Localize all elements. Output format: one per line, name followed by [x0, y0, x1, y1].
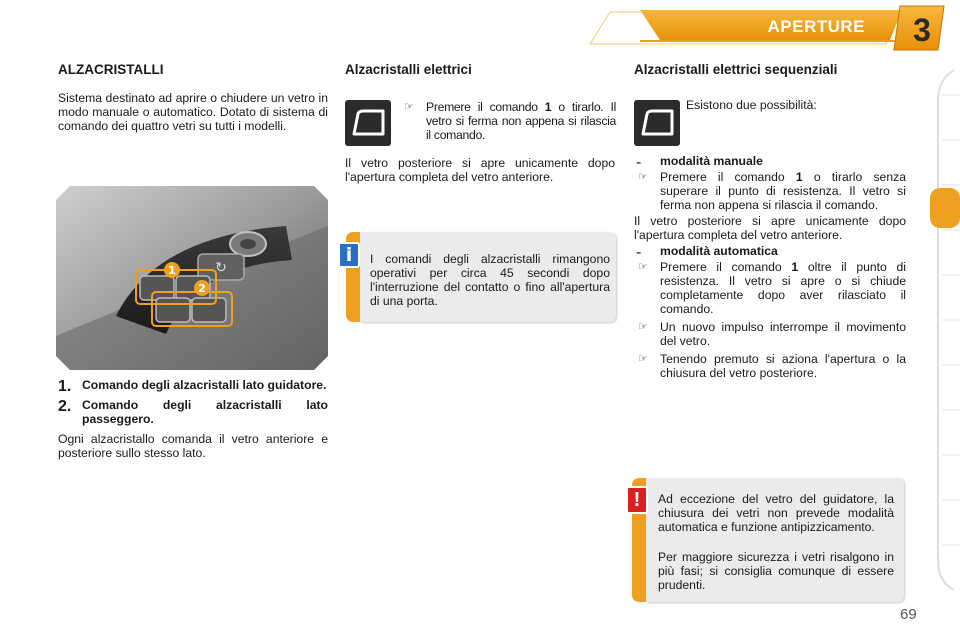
pointing-hand-icon: ☞	[404, 101, 414, 113]
intro-paragraph: Sistema destinato ad aprire o chiudere un vetro in modo manuale o automatico. Dotato di sistema di comando dei quattro vetri su tutti i modelli.	[58, 91, 328, 133]
column-sequenziali	[634, 62, 906, 77]
pointing-hand-icon: ☞	[638, 171, 648, 183]
pointing-hand-icon: ☞	[638, 321, 648, 333]
chapter-title: APERTURE	[767, 17, 865, 36]
sequential-modes	[634, 154, 906, 380]
mode-manual-title: - modalità manuale	[636, 154, 763, 171]
instruction-bullet: ☞ Premere il comando 1 o tirarlo. Il vetro si ferma non appena si rilascia il comando.	[404, 100, 616, 142]
mode-auto-bullet-1: ☞ Premere il comando 1 oltre il punto di resistenza. Il vetro si apre o si chiude completamente dopo aver rilasciato il comando.	[638, 260, 906, 316]
warning-box	[632, 478, 904, 602]
chapter-number: 3	[913, 12, 931, 48]
sequential-intro: Esistono due possibilità:	[686, 98, 817, 112]
window-switch-icon	[345, 100, 391, 146]
page-header	[0, 0, 960, 60]
mode-auto-bullet-3: ☞ Tenendo premuto si aziona l'apertura o la chiusura del vetro posteriore.	[638, 352, 906, 380]
chapter-side-tabs	[928, 70, 960, 590]
pointing-hand-icon: ☞	[638, 261, 648, 273]
instruction-manual	[400, 100, 616, 142]
heading-alzacristalli-elettrici: Alzacristalli elettrici	[345, 62, 472, 77]
info-box	[346, 232, 616, 322]
callout-1-label: 1	[168, 264, 176, 277]
window-controls-photo	[56, 186, 328, 370]
active-chapter-tab	[930, 188, 960, 228]
legend-item-1: 1. Comando degli alzacristalli lato guidatore.	[58, 378, 327, 395]
column-alzacristalli	[58, 62, 328, 133]
warning-text-1: Ad eccezione del vetro del guidatore, la chiusura dei vetri non prevede modalità automatica e funzione antipizzicamento.	[658, 492, 894, 534]
mode-auto-title: - modalità automatica	[636, 244, 778, 261]
callout-2-label: 2	[198, 282, 206, 295]
svg-text:↻: ↻	[215, 260, 227, 276]
page-number: 69	[900, 606, 917, 623]
warning-text-2: Per maggiore sicurezza i vetri risalgono in più fasi; si consiglia comunque di essere prudenti.	[658, 550, 894, 592]
photo-legend	[58, 378, 328, 460]
heading-sequenziali: Alzacristalli elettrici sequenziali	[634, 62, 838, 77]
mode-manual-bullet: ☞ Premere il comando 1 o tirarlo senza superare il punto di resistenza. Il vetro si ferma non appena si rilascia il comando.	[638, 170, 906, 212]
pointing-hand-icon: ☞	[638, 353, 648, 365]
note-posteriore: Il vetro posteriore si apre unicamente dopo l'apertura completa del vetro anteriore.	[345, 156, 615, 184]
mode-auto-bullet-2: ☞ Un nuovo impulso interrompe il movimento del vetro.	[638, 320, 906, 348]
legend-item-2: 2. Comando degli alzacristalli lato passeggero.	[58, 398, 328, 426]
warning-icon: !	[626, 486, 648, 514]
column-alzacristalli-elettrici	[345, 62, 617, 77]
info-icon: i	[338, 242, 360, 268]
window-switch-icon-2	[634, 100, 680, 146]
mode-manual-note: Il vetro posteriore si apre unicamente dopo l'apertura completa del vetro anteriore.	[634, 214, 906, 242]
info-text: I comandi degli alzacristalli rimangono operativi per circa 45 secondi dopo l'interruzione del contatto o fino all'apertura di una porta.	[370, 252, 610, 308]
heading-alzacristalli: ALZACRISTALLI	[58, 62, 164, 77]
legend-outro: Ogni alzacristallo comanda il vetro anteriore e posteriore sullo stesso lato.	[58, 432, 328, 460]
